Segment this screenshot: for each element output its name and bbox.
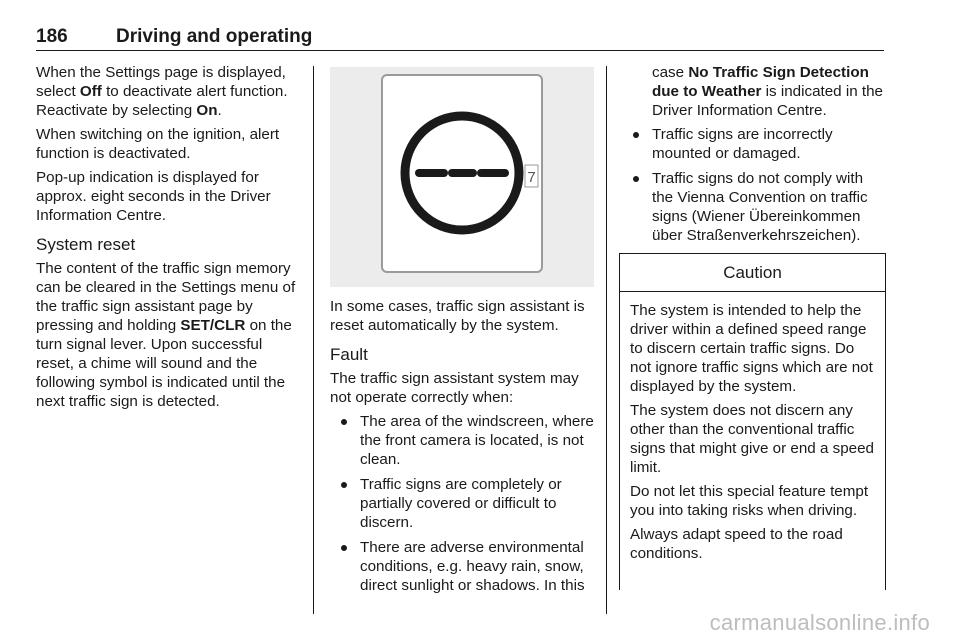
column-middle xyxy=(330,63,594,601)
paragraph: In some cases, traffic sign assistant is reset automatically by the system. xyxy=(330,298,585,334)
column-divider xyxy=(313,66,314,614)
fault-list-continued xyxy=(622,125,886,245)
column-right xyxy=(622,63,886,590)
paragraph: The traffic sign assistant system may not operate correctly when: xyxy=(330,370,579,406)
caution-title: Caution xyxy=(620,254,885,292)
list-item: Traffic signs do not comply with the Vienna Convention on traffic signs (Wiener Übereinkommen über Straßenverkehrszeichen). xyxy=(622,169,886,245)
paragraph: Pop-up indication is displayed for approx. eight seconds in the Driver Information Centre. xyxy=(36,169,271,224)
bold-term: No Traffic Sign Detection due to Weather xyxy=(652,64,869,100)
caution-paragraph: The system does not discern any other than the conventional traffic signs that might give or end a speed limit. xyxy=(630,402,874,476)
list-item: Traffic signs are completely or partially covered or difficult to discern. xyxy=(330,475,594,532)
caution-body xyxy=(620,292,885,563)
subheading-fault: Fault xyxy=(330,345,368,364)
watermark: carmanualsonline.info xyxy=(709,610,930,635)
bold-term: Off xyxy=(79,83,102,100)
paragraph: When switching on the ignition, alert function is deactivated. xyxy=(36,126,280,162)
column-divider xyxy=(606,66,607,614)
traffic-sign-reset-illustration xyxy=(330,67,594,287)
page-header xyxy=(36,22,884,51)
caution-paragraph: The system is intended to help the driver within a defined speed range to discern certain traffic signs. Do not ignore traffic signs which are not displayed by the system. xyxy=(630,302,873,395)
subheading-system-reset: System reset xyxy=(36,235,136,254)
list-item: There are adverse environmental conditions, e.g. heavy rain, snow, direct sunlight or shadows. In this xyxy=(330,538,594,595)
caution-paragraph: Do not let this special feature tempt you into taking risks when driving. xyxy=(630,483,869,519)
page-number: 186 xyxy=(36,26,68,47)
bold-term: On xyxy=(196,102,218,119)
fault-list xyxy=(330,412,594,595)
paragraph: The content of the traffic sign memory can be cleared in the Settings menu of the traffic sign assistant page by pressing and holding SET/CLR on the turn signal lever. Upon successful reset, a chime will sound and the following symbol is indicated until the next traffic sign is detected. xyxy=(36,260,296,410)
paragraph: case No Traffic Sign Detection due to Weather is indicated in the Driver Information Centre. xyxy=(652,64,883,119)
figure-label: 7 xyxy=(527,169,536,186)
bold-term: SET/CLR xyxy=(180,317,246,334)
section-title: Driving and operating xyxy=(116,26,313,47)
paragraph: When the Settings page is displayed, select Off to deactivate alert function. Reactivate by selecting On. xyxy=(36,64,288,119)
list-item: The area of the windscreen, where the front camera is located, is not clean. xyxy=(330,412,594,469)
reset-symbol-figure xyxy=(330,67,594,287)
list-item: Traffic signs are incorrectly mounted or damaged. xyxy=(622,125,886,163)
caution-paragraph: Always adapt speed to the road conditions. xyxy=(630,526,843,562)
caution-box xyxy=(619,253,886,590)
column-left xyxy=(36,63,302,416)
